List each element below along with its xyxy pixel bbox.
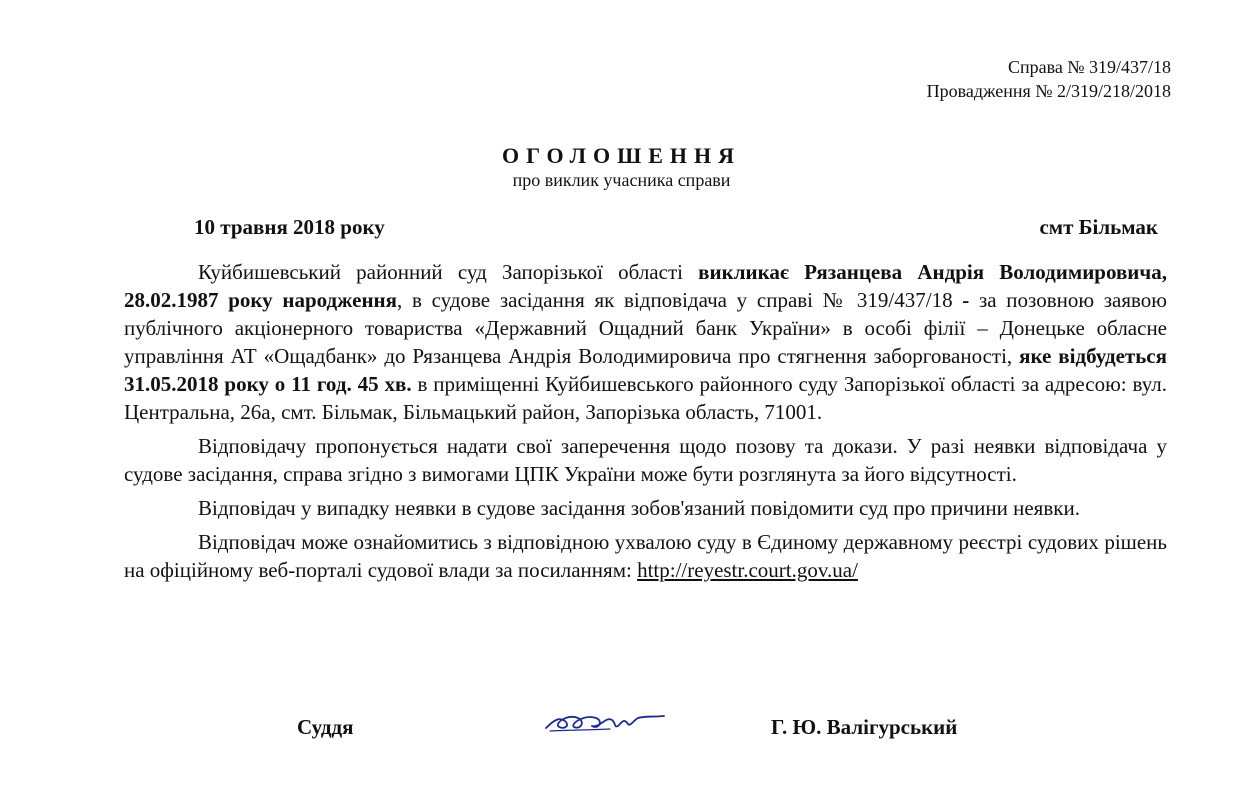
- announcement-body: [124, 258, 1167, 584]
- paragraph-summons: [124, 258, 1167, 426]
- case-reference-text: , в судове засідання як відповідача у справі № 319/437/18: [397, 288, 963, 312]
- document-place: смт Більмак: [1039, 215, 1158, 239]
- court-name-text: Куйбишевський районний суд Запорізької області: [198, 260, 699, 284]
- case-info: [927, 55, 1171, 103]
- claim-description-text: за позовною заявою публічного акціонерного товариства «Державний Ощадний банк України» в особі філії – Донецьке обласне управління АТ «Ощадбанк» до Рязанцева Андрія Володимировича про стягнення заборгованості,: [124, 288, 1167, 368]
- handwritten-signature-icon: [540, 700, 670, 740]
- paragraph-absence-notice: Відповідач у випадку неявки в судове засідання зобов'язаний повідомити суд про причини неявки.: [198, 496, 1080, 520]
- hearing-datetime-text: яке відбудеться 31.05.2018 року о 11 год. 45 хв.: [124, 344, 1167, 396]
- registry-link[interactable]: http://reyestr.court.gov.ua/: [637, 558, 858, 582]
- document-date: 10 травня 2018 року: [194, 215, 385, 239]
- title-block: [0, 143, 1243, 191]
- registry-text: Відповідач може ознайомитись з відповідною ухвалою суду в Єдиному державному реєстрі судових рішень на офіційному веб-порталі судової влади за посиланням:: [124, 530, 1167, 582]
- case-number: Справа № 319/437/18: [1007, 57, 1171, 77]
- document-subtitle: про виклик учасника справи: [512, 170, 731, 190]
- dash-text: -: [962, 288, 979, 312]
- document-title: ОГОЛОШЕННЯ: [501, 143, 742, 168]
- judge-label: Суддя: [297, 715, 354, 739]
- paragraph-objections: Відповідачу пропонується надати свої заперечення щодо позову та докази. У разі неявки відповідача у судове засідання, справа згідно з вимогами ЦПК України може бути розглянута за його відсутності.: [124, 434, 1167, 486]
- summoned-person-text: викликає Рязанцева Андрія Володимировича, 28.02.1987 року народження: [124, 260, 1167, 312]
- proceeding-number: Провадження № 2/319/218/2018: [926, 81, 1171, 101]
- court-address-text: в приміщенні Куйбишевського районного суду Запорізької області за адресою: вул. Центральна, 26а, смт. Більмак, Більмацький район, Запорізька область, 71001.: [124, 372, 1168, 424]
- paragraph-registry: [124, 528, 1167, 584]
- judge-name: Г. Ю. Валігурський: [771, 715, 958, 739]
